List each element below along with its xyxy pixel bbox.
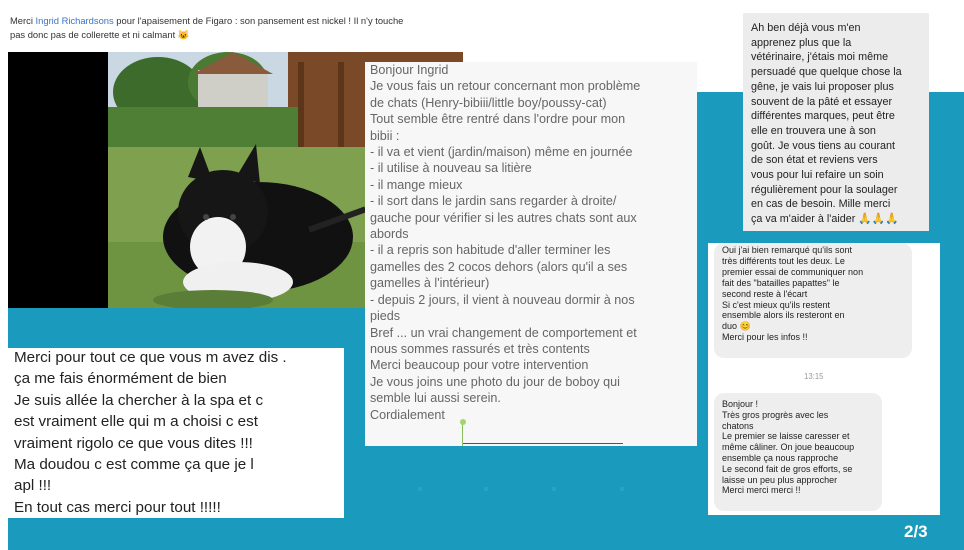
selection-underline: [463, 443, 623, 444]
bubble-line: Merci pour les infos !!: [722, 332, 808, 343]
bubble-line: ensemble alors ils resteront en: [722, 310, 845, 321]
merci-line: Merci pour tout ce que vous m avez dis .: [14, 349, 287, 366]
bubble-line: fait des "batailles papattes" le: [722, 277, 840, 288]
note-line: gauche pour vérifier si les autres chats sont aux: [370, 210, 637, 225]
ahben-line: gêne, je vais lui proposer plus: [751, 80, 894, 93]
note-line: gamelles des 2 cocos dehors (alors qu'il a ses: [370, 259, 628, 274]
caption-prefix: Merci: [10, 15, 36, 26]
bubble-line: premier essai de communiquer non: [722, 266, 864, 277]
bubble-line: laisse un peu plus approcher: [722, 474, 838, 485]
author-link[interactable]: Ingrid Richardsons: [35, 15, 114, 26]
decorative-dot: [484, 487, 488, 491]
note-line: semble lui aussi serein.: [370, 391, 501, 406]
note-line: Bref ... un vrai changement de comportement et: [370, 325, 637, 340]
ahben-line: régulièrement pour la soulager: [751, 183, 898, 196]
ahben-line: ça va m'aider à l'aider 🙏🙏🙏: [751, 213, 899, 226]
chat-bubble-message: [714, 393, 882, 511]
note-line: - il a repris son habitude d'aller terminer les: [370, 243, 611, 258]
bubble-line: Oui j'ai bien remarqué qu'ils sont: [722, 245, 853, 255]
page-indicator: 2/3: [904, 522, 928, 541]
bubble-line: Très gros progrès avec les: [722, 409, 829, 420]
merci-lines: [14, 347, 344, 518]
caption-text-2: pas donc pas de collerette et ni calmant 😺: [10, 29, 190, 40]
note-line: - il va et vient (jardin/maison) même en journée: [370, 145, 633, 160]
bubble-a-lines: [722, 245, 912, 343]
bonjour-ingrid-note: [365, 62, 697, 446]
text-cursor-handle[interactable]: [460, 419, 466, 425]
bubble-line: chatons: [722, 420, 754, 431]
bubble-line: même câliner. On joue beaucoup: [722, 442, 855, 453]
note-line: Je vous fais un retour concernant mon problème: [370, 79, 641, 94]
merci-line: Je suis allée la chercher à la spa et c: [14, 391, 264, 409]
ahben-line: apprenez plus que la: [751, 36, 852, 49]
bubble-line: Bonjour !: [722, 399, 759, 409]
note-line: Bonjour Ingrid: [370, 63, 449, 77]
bubble-line: très différents tout les deux. Le: [722, 255, 845, 266]
note-line: Tout semble être rentré dans l'ordre pour mon: [370, 112, 626, 127]
note-line: gamelles à l'intérieur): [370, 276, 490, 291]
decorative-dot: [620, 487, 624, 491]
bubble-line: second reste à l'écart: [722, 288, 808, 299]
merci-line: apl !!!: [14, 477, 52, 495]
ahben-line: Ah ben déjà vous m'en: [751, 22, 861, 34]
note-line: pieds: [370, 309, 401, 324]
note-lines: [370, 62, 694, 423]
ahben-line: différentes marques, peut être: [751, 110, 895, 123]
caption-text-1: pour l'apaisement de Figaro : son pansement est nickel ! Il n'y touche: [113, 15, 404, 26]
note-line: abords: [370, 227, 409, 242]
merci-pour-tout-message: [8, 348, 344, 518]
bubble-line: ensemble ça nous rapproche: [722, 452, 839, 463]
note-line: - depuis 2 jours, il vient à nouveau dormir à nos: [370, 292, 635, 307]
note-line: - il sort dans le jardin sans regarder à droite/: [370, 194, 617, 209]
ahben-line: de son état et reviens vers: [751, 154, 878, 167]
bubble-line: Le premier se laisse caresser et: [722, 431, 850, 442]
bubble-line: Le second fait de gros efforts, se: [722, 463, 853, 474]
merci-line: vraiment rigolo ce que vous dites !!!: [14, 434, 253, 452]
note-line: - il mange mieux: [370, 177, 463, 192]
decorative-dot: [418, 487, 422, 491]
chat-bubble-reply: [714, 243, 912, 358]
chat-timestamp: 13:15: [804, 372, 824, 381]
note-line: Cordialement: [370, 407, 445, 422]
ahben-line: goût. Je vous tiens au courant: [751, 139, 896, 152]
post-caption: [10, 14, 460, 42]
bubble-line: Merci merci merci !!: [722, 485, 801, 496]
chat-thread-card: [708, 243, 940, 515]
bubble-b-lines: [722, 399, 884, 496]
bubble-line: duo 😊: [722, 321, 751, 332]
note-line: - il utilise à nouveau sa litière: [370, 161, 532, 176]
ahben-line: souvent de la pâté et essayer: [751, 95, 893, 108]
ahben-line: elle en trouvera une à son: [751, 124, 876, 137]
ahben-line: en cas de besoin. Mille merci: [751, 198, 891, 211]
ahben-line: vous pour lui refaire un soin: [751, 169, 884, 182]
merci-line: ça me fais énormément de bien: [14, 370, 227, 388]
note-line: bibii :: [370, 128, 400, 143]
ahben-line: persuadé que quelque chose la: [751, 66, 902, 79]
ahben-line: vétérinaire, j'étais moi même: [751, 51, 889, 64]
ah-ben-deja-message: [743, 13, 929, 231]
merci-line: est vraiment elle qui m a choisi c est: [14, 413, 258, 431]
note-line: Merci beaucoup pour votre intervention: [370, 358, 589, 373]
merci-line: Ma doudou c est comme ça que je l: [14, 456, 254, 474]
left-white-band: [0, 0, 8, 550]
merci-line: En tout cas merci pour tout !!!!!: [14, 498, 221, 516]
note-line: Je vous joins une photo du jour de boboy qui: [370, 374, 620, 389]
note-line: nous sommes rassurés et très contents: [370, 341, 590, 356]
ahben-lines: [751, 21, 927, 227]
message-bubble: [743, 13, 929, 231]
decorative-dot: [552, 487, 556, 491]
note-line: de chats (Henry-bibiii/little boy/poussy-cat): [370, 95, 607, 110]
bubble-line: Si c'est mieux qu'ils restent: [722, 299, 830, 310]
